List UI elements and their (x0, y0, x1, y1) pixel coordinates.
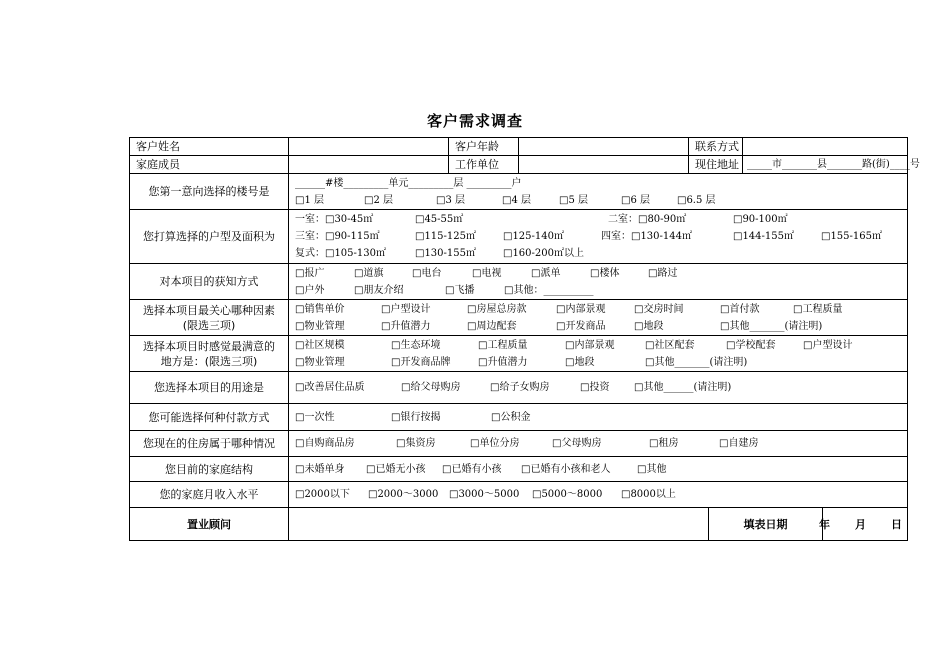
survey-table (129, 137, 920, 541)
unit-option[interactable]: □125-140㎡ (503, 231, 565, 242)
satisfy-option[interactable]: □开发商品牌 (391, 356, 451, 368)
source-option[interactable]: □派单 (531, 267, 561, 279)
row-payment (130, 404, 908, 431)
unit-option[interactable]: 二室：□80-90㎡ (608, 214, 687, 225)
purpose-label: 您选择本项目的用途是 (130, 372, 289, 404)
housing-label: 您现在的住房属于哪种情况 (130, 431, 289, 457)
row-source (130, 264, 908, 300)
concern-option[interactable]: □内部景观 (556, 303, 606, 315)
income-option[interactable]: □3000～5000 (449, 489, 520, 500)
satisfy-label-line1: 选择本项目时感觉最满意的 (143, 339, 275, 353)
satisfy-option[interactable]: □内部景观 (565, 339, 615, 351)
satisfy-option[interactable]: □生态环境 (391, 339, 441, 351)
work-field[interactable] (519, 156, 689, 174)
row-unit (130, 210, 908, 264)
consultant-label: 置业顾问 (130, 508, 289, 541)
unit-label: 您打算选择的户型及面积为 (130, 210, 289, 264)
satisfy-option[interactable]: □工程质量 (478, 339, 528, 351)
row-concern (130, 300, 908, 336)
family-options (289, 457, 908, 482)
unit-option[interactable]: □155-165㎡ (821, 231, 883, 242)
concern-option[interactable]: □销售单价 (295, 303, 345, 315)
satisfy-option[interactable]: □地段 (565, 356, 595, 368)
floor-option[interactable]: □4 层 (502, 194, 531, 206)
name-label: 客户姓名 (130, 138, 289, 156)
housing-option[interactable]: □单位分房 (470, 438, 520, 449)
date-day: 日 (891, 517, 903, 531)
source-option[interactable]: □飞播 (445, 284, 475, 296)
purpose-option[interactable]: □其他______(请注明) (634, 382, 732, 393)
income-option[interactable]: □8000以上 (621, 489, 676, 500)
concern-option[interactable]: □户型设计 (381, 303, 431, 315)
date-year: 年 (819, 517, 831, 531)
name-field[interactable] (289, 138, 449, 156)
concern-label (130, 300, 289, 336)
payment-option[interactable]: □一次性 (295, 411, 335, 423)
source-option[interactable]: □电视 (472, 267, 502, 279)
income-label: 您的家庭月收入水平 (130, 482, 289, 508)
purpose-option[interactable]: □改善居住品质 (295, 382, 365, 393)
source-option[interactable]: □其他：__________ (504, 284, 594, 296)
payment-label: 您可能选择何种付款方式 (130, 404, 289, 431)
date-month: 月 (855, 517, 867, 531)
source-option[interactable]: □朋友介绍 (354, 284, 404, 296)
building-label: 您第一意向选择的楼号是 (130, 174, 289, 210)
date-field[interactable] (819, 508, 908, 541)
page-title: 客户需求调查 (426, 112, 523, 130)
income-option[interactable]: □2000～3000 (368, 489, 439, 500)
concern-option[interactable]: □开发商品 (556, 320, 606, 332)
concern-label-line2: (限选三项) (182, 318, 236, 332)
satisfy-option[interactable]: □升值潜力 (478, 356, 528, 368)
purpose-options (289, 372, 908, 404)
floor-option[interactable]: □1 层 (295, 194, 324, 206)
phone-field[interactable] (743, 138, 908, 156)
consultant-field[interactable] (289, 508, 709, 541)
family-structure-label: 您目前的家庭结构 (130, 457, 289, 482)
row-basic-1 (130, 138, 908, 156)
satisfy-option[interactable]: □社区规模 (295, 339, 345, 351)
family-field[interactable] (289, 156, 449, 174)
floor-option[interactable]: □6.5 层 (677, 194, 716, 206)
unit-option[interactable]: □90-100㎡ (733, 214, 788, 225)
family-option[interactable]: □已婚无小孩 (366, 463, 426, 475)
housing-option[interactable]: □租房 (649, 438, 679, 449)
satisfy-options (289, 336, 908, 372)
concern-label-line1: 选择本项目最关心哪种因素 (143, 303, 275, 317)
family-option[interactable]: □未婚单身 (295, 463, 345, 475)
family-option[interactable]: □已婚有小孩和老人 (521, 463, 611, 475)
housing-option[interactable]: □自建房 (719, 438, 759, 449)
satisfy-label-line2: 地方是：(限选三项) (160, 354, 258, 368)
purpose-option[interactable]: □给父母购房 (401, 382, 461, 393)
row-income (130, 482, 908, 508)
floor-option[interactable]: □6 层 (621, 194, 650, 206)
concern-option[interactable]: □地段 (634, 320, 664, 332)
purpose-option[interactable]: □投资 (580, 382, 610, 393)
building-number-line[interactable]: ______#楼_________单元_________层 _________户 (295, 177, 522, 189)
concern-option[interactable]: □物业管理 (295, 320, 345, 332)
phone-label: 联系方式 (689, 138, 743, 156)
source-option[interactable]: □路过 (648, 267, 678, 279)
unit-option[interactable]: □160-200㎡以上 (503, 248, 585, 259)
unit-options (289, 210, 908, 264)
housing-options (289, 431, 908, 457)
floor-option[interactable]: □2 层 (364, 194, 393, 206)
floor-option[interactable]: □3 层 (436, 194, 465, 206)
satisfy-option[interactable]: □社区配套 (645, 339, 695, 351)
unit-option[interactable]: □115-125㎡ (415, 231, 477, 242)
source-label: 对本项目的获知方式 (130, 264, 289, 300)
row-satisfy (130, 336, 908, 372)
housing-option[interactable]: □集资房 (396, 438, 436, 449)
source-option[interactable]: □道旗 (354, 267, 384, 279)
concern-option[interactable]: □其他_______(请注明) (720, 320, 823, 332)
row-housing (130, 431, 908, 457)
satisfy-option[interactable]: □户型设计 (803, 339, 853, 351)
concern-options (289, 300, 908, 336)
payment-options (289, 404, 908, 431)
family-option[interactable]: □其他 (637, 463, 667, 475)
concern-option[interactable]: □房屋总房款 (467, 303, 527, 315)
satisfy-label (130, 336, 289, 372)
source-option[interactable]: □报广 (295, 267, 325, 279)
payment-option[interactable]: □银行按揭 (391, 411, 441, 423)
source-option[interactable]: □电台 (412, 267, 442, 279)
housing-option[interactable]: □父母购房 (552, 438, 602, 449)
satisfy-option[interactable]: □其他_______(请注明) (645, 356, 748, 368)
unit-option[interactable]: 四室：□130-144㎡ (601, 231, 693, 242)
row-building (130, 174, 908, 210)
purpose-option[interactable]: □给子女购房 (490, 382, 550, 393)
concern-option[interactable]: □工程质量 (793, 303, 843, 315)
concern-option[interactable]: □周边配套 (467, 320, 517, 332)
payment-option[interactable]: □公积金 (491, 411, 531, 423)
date-label: 填表日期 (709, 508, 823, 541)
source-options (289, 264, 908, 300)
unit-option[interactable]: □144-155㎡ (733, 231, 795, 242)
concern-option[interactable]: □首付款 (720, 303, 760, 315)
age-label: 客户年龄 (449, 138, 519, 156)
floor-option[interactable]: □5 层 (559, 194, 588, 206)
unit-option[interactable]: 复式：□105-130㎡ (295, 248, 387, 259)
unit-option[interactable]: 三室：□90-115㎡ (295, 231, 380, 242)
age-field[interactable] (519, 138, 689, 156)
housing-option[interactable]: □自购商品房 (295, 438, 355, 449)
satisfy-option[interactable]: □学校配套 (726, 339, 776, 351)
concern-option[interactable]: □交房时间 (634, 303, 684, 315)
row-purpose (130, 372, 908, 404)
concern-option[interactable]: □升值潜力 (381, 320, 431, 332)
building-options (289, 174, 908, 210)
row-footer (130, 508, 908, 541)
family-option[interactable]: □已婚有小孩 (442, 463, 502, 475)
source-option[interactable]: □户外 (295, 284, 325, 296)
unit-option[interactable]: □130-155㎡ (415, 248, 477, 259)
income-option[interactable]: □2000以下 (295, 489, 350, 500)
income-options (289, 482, 908, 508)
address-field[interactable]: _____市_______县_______路(街)____号 (743, 156, 908, 174)
source-option[interactable]: □楼体 (590, 267, 620, 279)
satisfy-option[interactable]: □物业管理 (295, 356, 345, 368)
row-family (130, 457, 908, 482)
income-option[interactable]: □5000～8000 (532, 489, 603, 500)
work-label: 工作单位 (449, 156, 519, 174)
unit-option[interactable]: □45-55㎡ (415, 214, 464, 225)
family-label: 家庭成员 (130, 156, 289, 174)
address-label: 现住地址 (689, 156, 743, 174)
unit-option[interactable]: 一室：□30-45㎡ (295, 214, 374, 225)
row-basic-2 (130, 156, 908, 174)
